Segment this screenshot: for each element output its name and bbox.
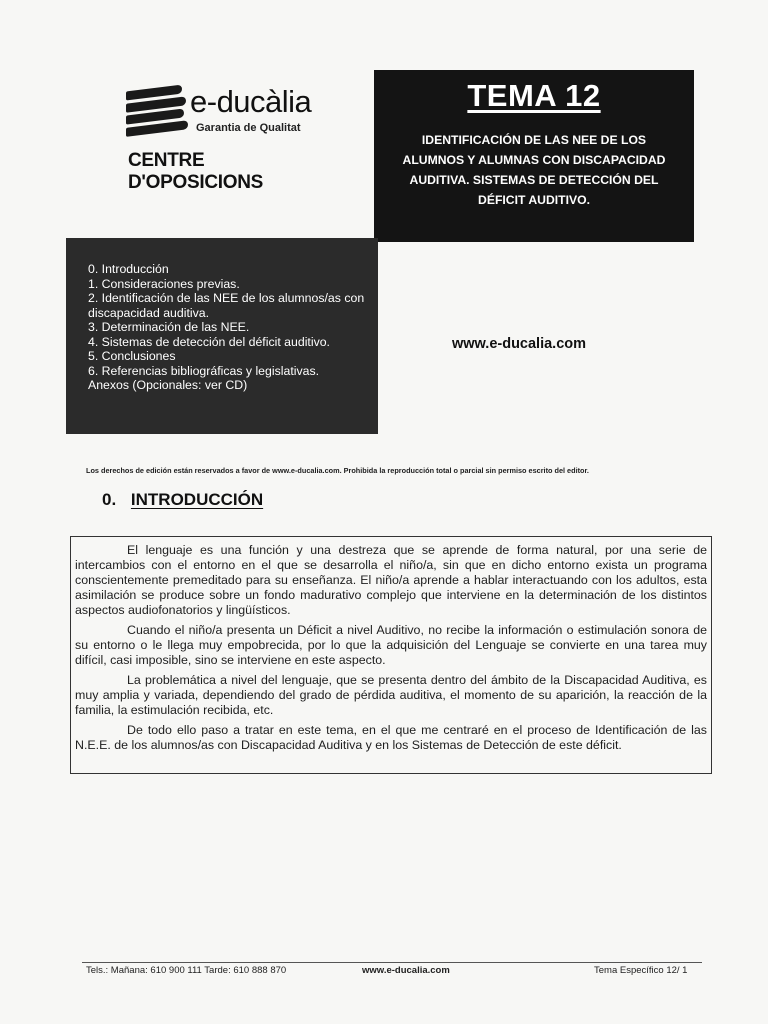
footer-page-number: Tema Específico 12/ 1 [594, 965, 688, 976]
paragraph: El lenguaje es una función y una destreza que se aprende de forma natural, por una serie de intercambios con el entorno en el que se desarrolla el niño/a, sin que en dicho entorno exista un programa conscientemente premeditado para su enseñanza. El niño/a aprende a hablar interactuando con los adultos, esta asimilación se produce sobre un fondo madurativo complejo que interviene en la determinación de los distintos aspectos audiofonatorios y lingüísticos. [75, 543, 707, 617]
footer-website[interactable]: www.e-ducalia.com [362, 965, 450, 976]
footer-phones: Tels.: Mañana: 610 900 111 Tarde: 610 888 870 [86, 965, 287, 976]
index-item: Anexos (Opcionales: ver CD) [88, 378, 248, 392]
introduction-text-box [70, 536, 712, 774]
paragraph: La problemática a nivel del lenguaje, que se presenta dentro del ámbito de la Discapacidad Auditiva, es muy amplia y variada, dependiendo del grado de pérdida auditiva, el momento de su aparición, la reacción de la familia, la estimulación recibida, etc. [75, 673, 707, 717]
logo-brand: e-ducàlia [190, 84, 312, 119]
index-box [66, 238, 378, 434]
rights-notice: Los derechos de edición están reservados a favor de www.e-ducalia.com. Prohibida la reproducción total o parcial sin permiso escrito del editor. [86, 466, 589, 475]
section-title: INTRODUCCIÓN [130, 490, 264, 509]
books-stack-icon [126, 86, 190, 142]
index-list [88, 262, 378, 393]
logo-tagline: Garantia de Qualitat [196, 122, 301, 134]
tema-header-box [374, 70, 694, 242]
index-item: 5. Conclusiones [88, 349, 176, 363]
index-item: 1. Consideraciones previas. [88, 276, 240, 291]
paragraph: De todo ello paso a tratar en este tema, en el que me centraré en el proceso de Identificación de las N.E.E. de los alumnos/as con Discapacidad Auditiva y en los Sistemas de Detección de este déficit. [75, 723, 707, 752]
index-item: 2. Identificación de las NEE de los alumnos/as con discapacidad auditiva. [88, 291, 365, 320]
website-link[interactable]: www.e-ducalia.com [452, 336, 587, 352]
tema-title: TEMA 12 [467, 78, 601, 113]
paragraph: Cuando el niño/a presenta un Déficit a nivel Auditivo, no recibe la información o estimulación sonora de su entorno o le llega muy empobrecida, por lo que la adquisición del Lenguaje se convierte en una tarea muy difícil, casi imposible, sino se interviene en este aspecto. [75, 623, 707, 667]
index-item: 0. Introducción [88, 262, 169, 276]
index-item: 6. Referencias bibliográficas y legislativas. [88, 363, 320, 378]
section-number: 0. [102, 490, 117, 509]
index-item: 4. Sistemas de detección del déficit auditivo. [88, 334, 330, 349]
footer-divider [82, 962, 702, 963]
tema-subtitle: IDENTIFICACIÓN DE LAS NEE DE LOS ALUMNOS Y ALUMNAS CON DISCAPACIDAD AUDITIVA. SISTEMAS DE DETECCIÓN DEL DÉFICIT AUDITIVO. [402, 133, 666, 207]
index-item: 3. Determinación de las NEE. [88, 320, 250, 334]
section-heading [102, 490, 263, 510]
logo-centre-name: CENTRE D'OPOSICIONS [128, 150, 263, 193]
logo [124, 84, 339, 193]
